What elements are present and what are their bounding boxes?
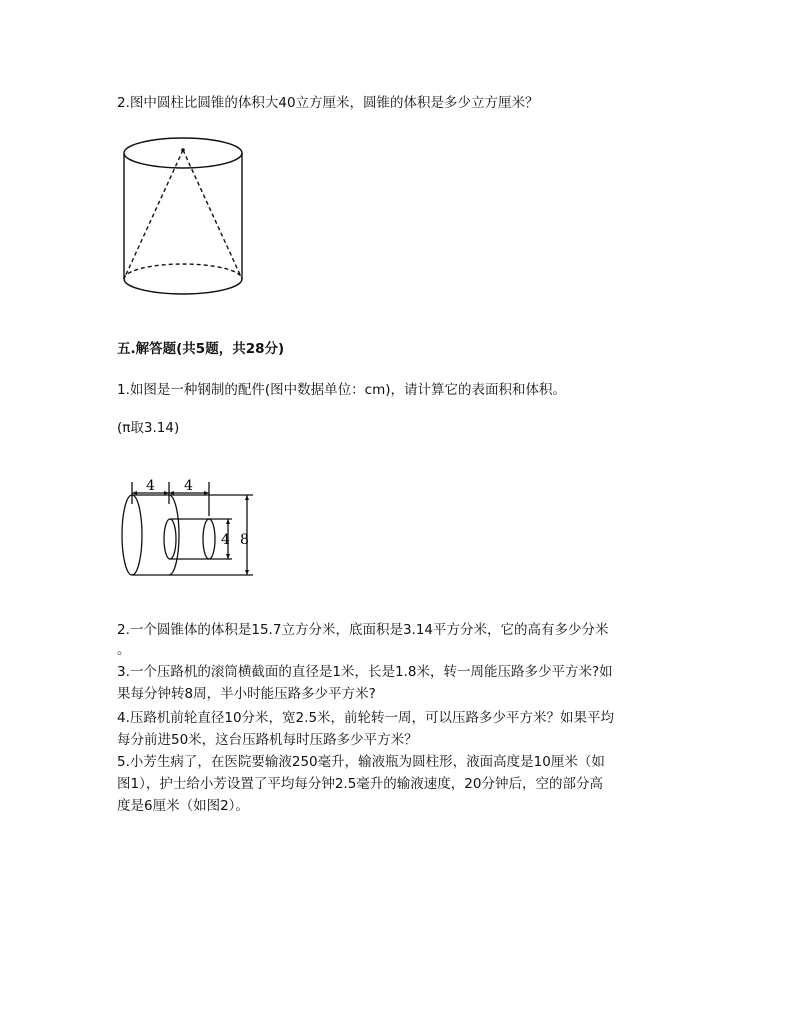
question-3-line-2: 果每分钟转8周，半小时能压路多少平方米?	[117, 686, 376, 702]
cone-base-back	[124, 264, 242, 279]
cone-right-edge	[183, 150, 242, 279]
small-cylinder-left-face	[164, 519, 176, 559]
question-2-line-2: 。	[117, 642, 131, 658]
question-5-line-2: 图1），护士给小芳设置了平均每分钟2.5毫升的输液速度，20分钟后，空的部分高	[117, 776, 603, 792]
dim-right-width-label: 4	[184, 478, 193, 494]
steel-part-figure	[118, 476, 268, 586]
question-prev-2: 2.图中圆柱比圆锥的体积大40立方厘米，圆锥的体积是多少立方厘米？	[117, 95, 539, 111]
large-cylinder-right-edge	[169, 495, 179, 575]
dim-large-diameter-label: 8	[240, 532, 249, 548]
question-5-line-1: 5.小芳生病了，在医院要输液250毫升，输液瓶为圆柱形，液面高度是10厘米（如	[117, 754, 605, 770]
cone-apex-dot	[181, 148, 185, 152]
question-4-line-2: 每分前进50米，这台压路机每时压路多少平方米？	[117, 732, 418, 748]
section-title: 五.解答题(共5题，共28分)	[117, 341, 285, 357]
question-3-line-1: 3.一个压路机的滚筒横截面的直径是1米，长是1.8米，转一周能压路多少平方米?如	[117, 664, 613, 680]
question-2-line-1: 2.一个圆锥体的体积是15.7立方分米，底面积是3.14平方分米，它的高有多少分米	[117, 622, 609, 638]
large-cylinder-left-face	[122, 495, 142, 575]
question-4-line-1: 4.压路机前轮直径10分米，宽2.5米，前轮转一周，可以压路多少平方米？如果平均	[117, 710, 615, 726]
question-1-line-2: (π取3.14)	[117, 420, 180, 436]
cylinder-top-ellipse	[124, 138, 242, 168]
question-1-line-1: 1.如图是一种钢制的配件(图中数据单位：cm)，请计算它的表面积和体积。	[117, 382, 566, 398]
cylinder-cone-figure	[118, 136, 248, 296]
dim-small-diameter-label: 4	[221, 532, 230, 548]
dim-left-width-label: 4	[146, 478, 155, 494]
cone-left-edge	[124, 150, 183, 279]
small-cylinder-right-face	[203, 519, 215, 559]
question-5-line-3: 度是6厘米（如图2）。	[117, 798, 249, 814]
cylinder-bottom-front	[124, 279, 242, 294]
